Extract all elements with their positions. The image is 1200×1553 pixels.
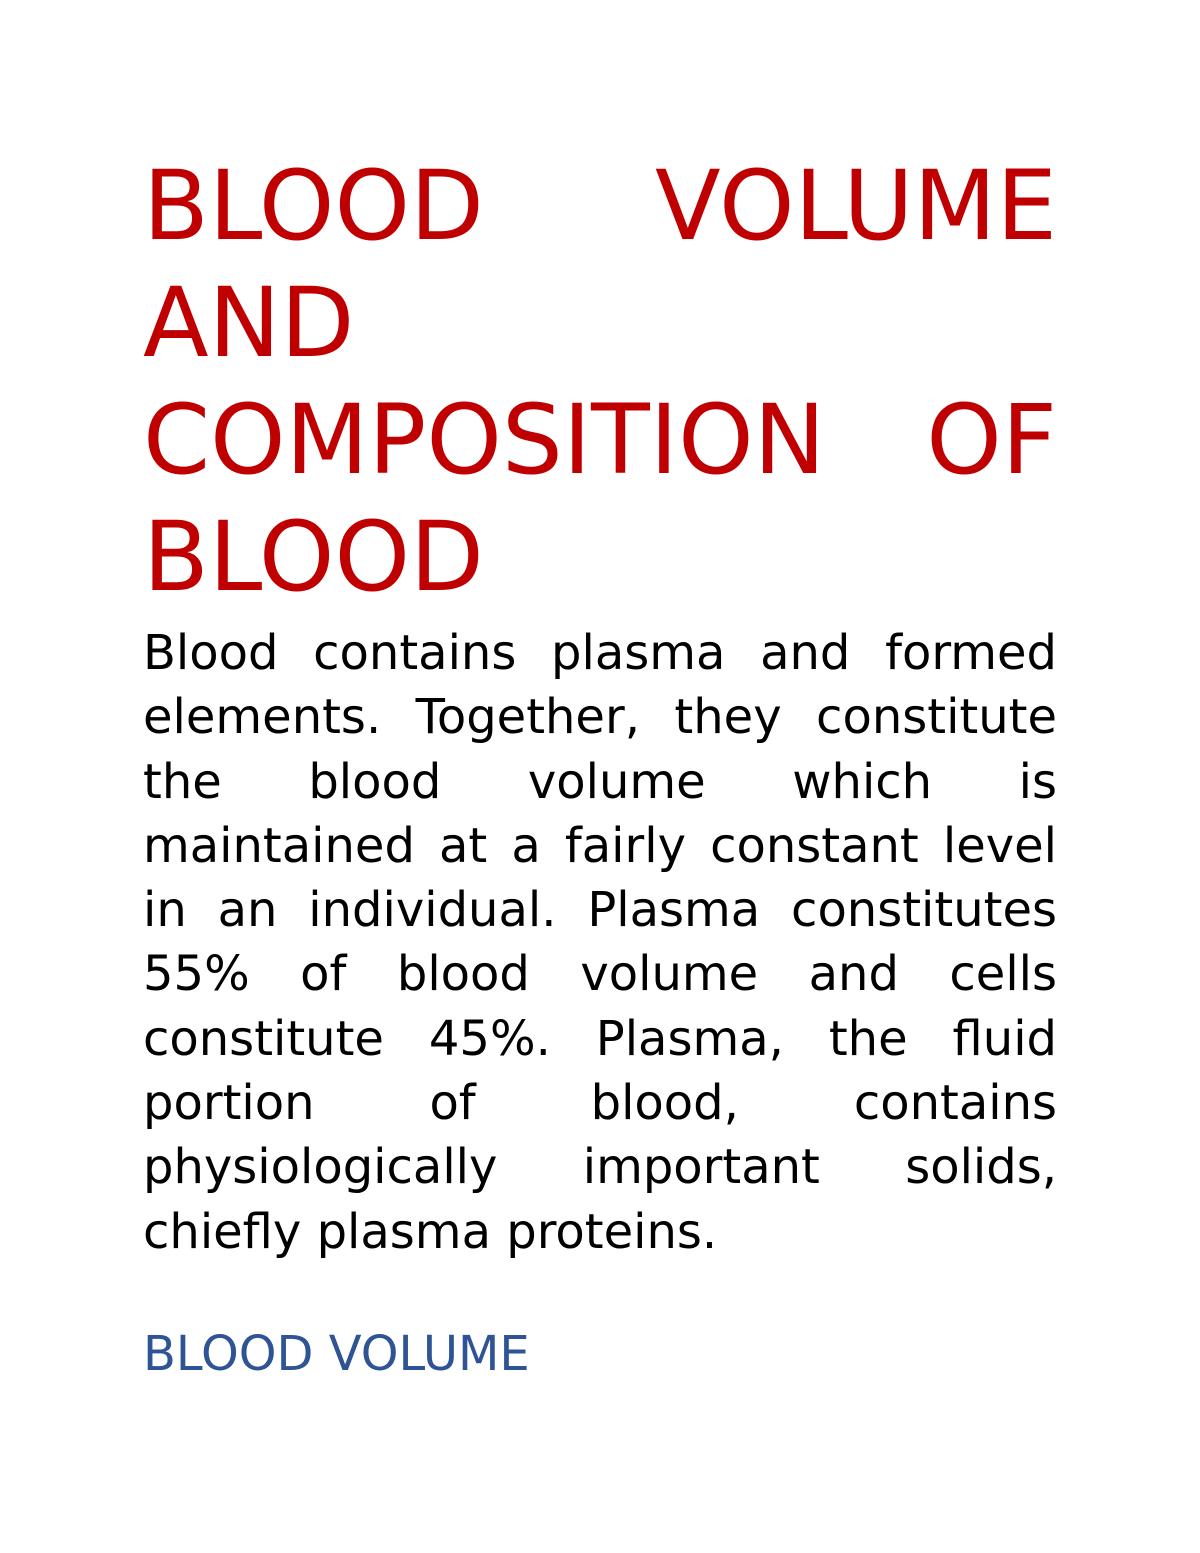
document-content [143, 148, 1057, 1386]
document-title: BLOOD VOLUME AND COMPOSITION OF BLOOD [143, 150, 1057, 613]
section-heading-blood-volume: BLOOD VOLUME [143, 1325, 530, 1382]
intro-paragraph: Blood contains plasma and formed elements. Together, they constitute the blood volume which is maintained at a fairly constant level in an individual. Plasma constitutes 55% of blood volume and cells constitute 45%. Plasma, the fluid portion of blood, contains physiologically important solids, chiefly plasma proteins. [143, 625, 1057, 1260]
